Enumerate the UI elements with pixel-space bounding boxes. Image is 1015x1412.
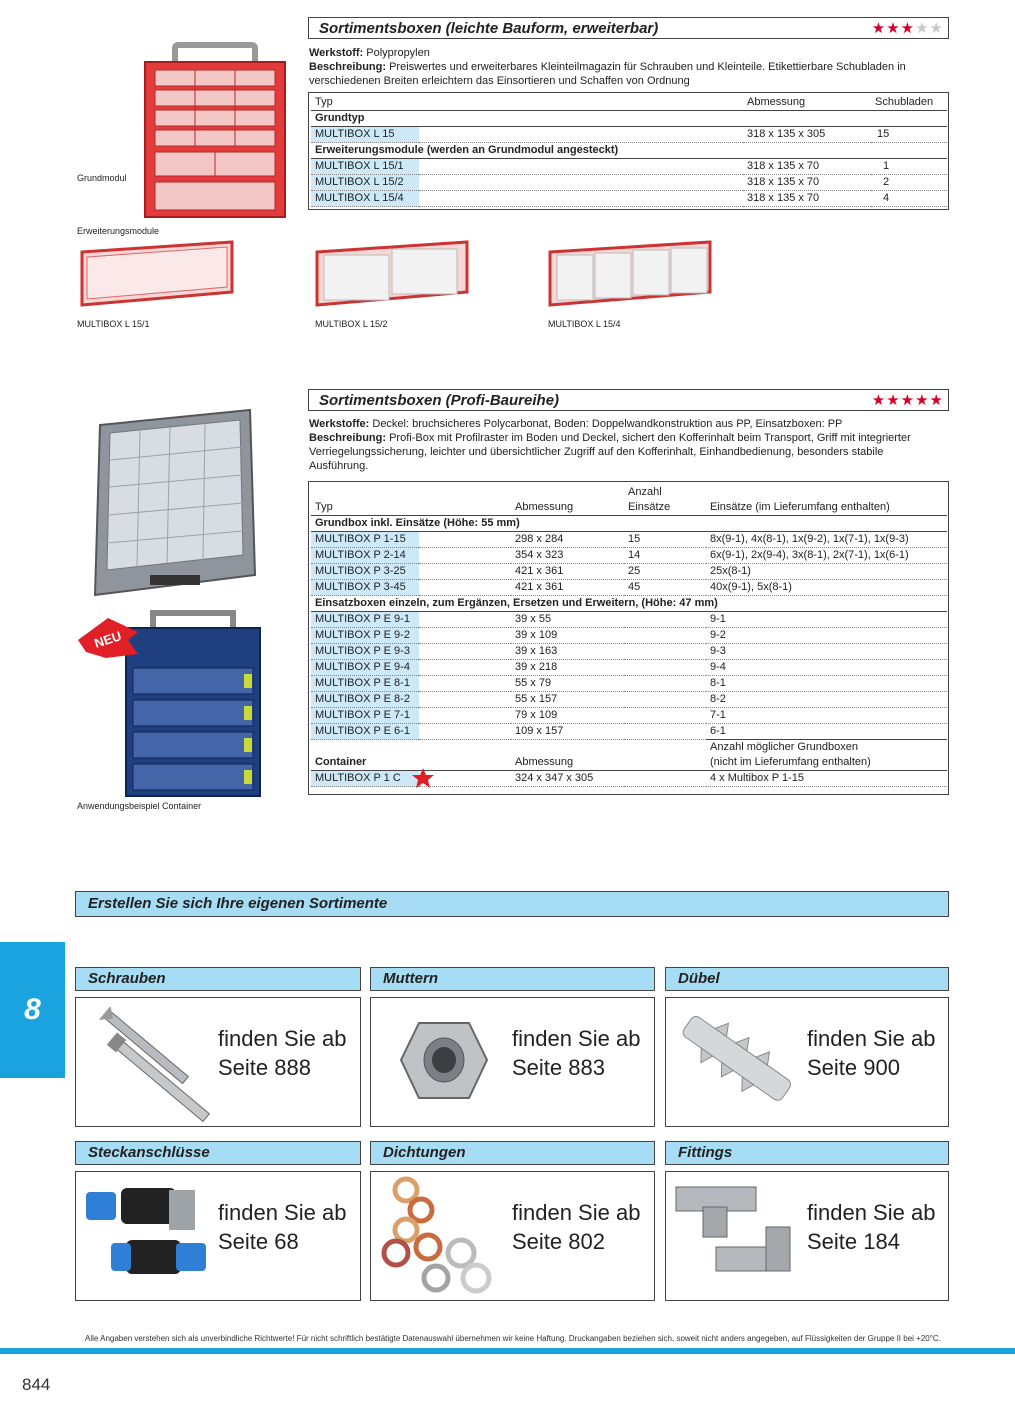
cell-count: 14 — [624, 548, 706, 564]
category-header-muttern: Muttern — [370, 967, 655, 991]
material-text: Deckel: bruchsicheres Polycarbonat, Boden: Doppelwandkonstruktion aus PP, Einsatzboxen: PP — [372, 418, 843, 430]
table-group-row — [311, 111, 947, 127]
table-header-row — [311, 95, 947, 111]
header-drawers: Schubladen — [871, 95, 947, 111]
section1-table — [311, 95, 947, 207]
table-row — [311, 175, 947, 191]
wall-plug-icon — [671, 1003, 811, 1123]
category-text-schrauben — [218, 1024, 346, 1082]
cell-dim: 55 x 79 — [511, 676, 624, 692]
push-in-fitting-icon — [81, 1180, 211, 1300]
category-header-dichtungen: Dichtungen — [370, 1141, 655, 1165]
material-label: Werkstoff: — [309, 47, 364, 59]
header-count-line2: Einsätze — [628, 501, 671, 513]
footer-rule — [0, 1348, 1015, 1354]
table-row — [311, 127, 947, 143]
sortiment-banner: Erstellen Sie sich Ihre eigenen Sortimente — [75, 891, 949, 917]
cell-dim: 79 x 109 — [511, 708, 624, 724]
cell-count: 15 — [624, 532, 706, 548]
multibox-p-image — [85, 405, 265, 610]
category-page-ref: Seite 802 — [512, 1229, 605, 1254]
chapter-tab: 8 — [0, 942, 65, 1078]
table-row — [311, 548, 947, 564]
header-inserts: Einsätze (im Lieferumfang enthalten) — [706, 485, 947, 516]
fitting-icon — [671, 1177, 806, 1302]
description-label: Beschreibung: — [309, 432, 387, 444]
category-page-ref: Seite 900 — [807, 1055, 900, 1080]
category-header-schrauben: Schrauben — [75, 967, 361, 991]
table-group-row — [311, 516, 947, 532]
cell-dim: 318 x 135 x 70 — [743, 159, 871, 175]
page-number: 844 — [22, 1375, 51, 1394]
cell-type: MULTIBOX L 15/4 — [311, 191, 419, 207]
caption-container: Anwendungsbeispiel Container — [77, 801, 202, 811]
cell-dim: 318 x 135 x 70 — [743, 175, 871, 191]
category-line1: finden Sie ab — [512, 1200, 641, 1225]
table-row — [311, 771, 947, 787]
table-row — [311, 644, 947, 660]
material-text: Polypropylen — [366, 47, 430, 59]
category-header-duebel: Dübel — [665, 967, 949, 991]
multibox-l15-4-image — [545, 237, 715, 317]
caption-l15-1: MULTIBOX L 15/1 — [77, 319, 150, 329]
container-count-header — [706, 740, 947, 771]
cell-type: MULTIBOX L 15/2 — [311, 175, 419, 191]
cell-type: MULTIBOX P 1-15 — [311, 532, 419, 548]
header-count-line1: Anzahl — [628, 486, 662, 498]
group-grundtyp: Grundtyp — [311, 111, 947, 127]
table-group-row — [311, 143, 947, 159]
container-header-row — [311, 740, 947, 771]
cell-type: MULTIBOX P E 9-2 — [311, 628, 419, 644]
cell-inserts: 9-2 — [706, 628, 947, 644]
cell-type: MULTIBOX P 3-25 — [311, 564, 419, 580]
cell-type: MULTIBOX P E 9-3 — [311, 644, 419, 660]
cell-inserts: 8x(9-1), 4x(8-1), 1x(9-2), 1x(7-1), 1x(9-3) — [706, 532, 947, 548]
multibox-l15-1-image — [77, 237, 237, 317]
cell-inserts: 7-1 — [706, 708, 947, 724]
table-row — [311, 724, 947, 740]
footnote: Alle Angaben verstehen sich als unverbindliche Richtwerte! Für nicht schriftlich bestätigte Datenauswahl übernehmen wir keine Haftung. Druckangaben beziehen sich, soweit nicht anders angegeben, auf Flüssigkeiten der Gruppe II bei +20°C. — [85, 1334, 941, 1343]
cell-inserts: 6-1 — [706, 724, 947, 740]
section2-description — [309, 417, 937, 473]
category-page-ref: Seite 184 — [807, 1229, 900, 1254]
category-card-schrauben[interactable] — [75, 997, 361, 1127]
container-count-line1: Anzahl möglicher Grundboxen — [710, 741, 858, 753]
rating-stars — [872, 19, 948, 37]
container-dim-header: Abmessung — [511, 740, 624, 771]
cell-inserts: 9-1 — [706, 612, 947, 628]
table-row — [311, 676, 947, 692]
group-erweiterung: Erweiterungsmodule (werden an Grundmodul angesteckt) — [311, 143, 947, 159]
cell-drawers: 15 — [871, 127, 947, 143]
category-card-fittings[interactable] — [665, 1171, 949, 1301]
category-line1: finden Sie ab — [218, 1200, 347, 1225]
category-text-fittings — [807, 1198, 935, 1256]
category-line1: finden Sie ab — [807, 1200, 936, 1225]
section1-description — [309, 46, 949, 88]
cell-inserts: 40x(9-1), 5x(8-1) — [706, 580, 947, 596]
cell-type: MULTIBOX P E 9-4 — [311, 660, 419, 676]
cell-dim: 109 x 157 — [511, 724, 624, 740]
cell-type: MULTIBOX P E 7-1 — [311, 708, 419, 724]
table-header-row — [311, 485, 947, 516]
cell-dim: 39 x 109 — [511, 628, 624, 644]
category-page-ref: Seite 888 — [218, 1055, 311, 1080]
multibox-l15-image — [140, 40, 290, 225]
header-type: Typ — [311, 485, 419, 516]
cell-type: MULTIBOX P E 8-2 — [311, 692, 419, 708]
cell-dim: 39 x 55 — [511, 612, 624, 628]
table-row — [311, 532, 947, 548]
section1-title: Sortimentsboxen (leichte Bauform, erweiterbar) — [319, 19, 659, 37]
cell-inserts: 9-4 — [706, 660, 947, 676]
caption-l15-4: MULTIBOX L 15/4 — [548, 319, 621, 329]
table-group-row — [311, 596, 947, 612]
cell-drawers: 1 — [871, 159, 947, 175]
table-row — [311, 612, 947, 628]
table-row — [311, 159, 947, 175]
table-row — [311, 564, 947, 580]
neu-label: NEU — [92, 628, 124, 651]
table-row — [311, 708, 947, 724]
table-row — [311, 692, 947, 708]
category-text-duebel — [807, 1024, 935, 1082]
cell-inserts: 25x(8-1) — [706, 564, 947, 580]
section2-table — [311, 485, 947, 787]
cell-type: MULTIBOX L 15/1 — [311, 159, 419, 175]
cell-count: 45 — [624, 580, 706, 596]
container-count-line2: (nicht im Lieferumfang enthalten) — [710, 756, 871, 768]
description-label: Beschreibung: — [309, 61, 387, 73]
seal-rings-icon — [376, 1175, 506, 1302]
category-line1: finden Sie ab — [218, 1026, 347, 1051]
description-text: Preiswertes und erweiterbares Kleinteilmagazin für Schrauben und Kleinteile. Etikettierbare Schubladen in verschiedenen Breiten erleichtern das Einsortieren und Schaffen von Ordnung — [309, 61, 906, 87]
cell-count: 25 — [624, 564, 706, 580]
section1-title-bar — [308, 17, 949, 39]
cell-dim: 39 x 218 — [511, 660, 624, 676]
category-card-muttern[interactable] — [370, 997, 655, 1127]
cell-dim: 421 x 361 — [511, 580, 624, 596]
cell-type: MULTIBOX P E 6-1 — [311, 724, 419, 740]
cell-dim: 324 x 347 x 305 — [511, 771, 624, 787]
caption-grundmodul: Grundmodul — [77, 173, 127, 183]
header-count — [624, 485, 706, 516]
rating-stars: ★★★★★ — [871, 392, 944, 409]
category-card-steckanschluesse[interactable] — [75, 1171, 361, 1301]
material-label: Werkstoffe: — [309, 418, 370, 430]
section2-title-bar — [308, 389, 949, 411]
caption-l15-2: MULTIBOX L 15/2 — [315, 319, 388, 329]
container-label: Container — [311, 740, 419, 771]
group-grundbox: Grundbox inkl. Einsätze (Höhe: 55 mm) — [311, 516, 947, 532]
star-rating-filled: ★★★ — [871, 20, 916, 37]
multibox-l15-2-image — [312, 237, 472, 317]
caption-erweiterungsmodule: Erweiterungsmodule — [77, 226, 160, 236]
category-page-ref: Seite 883 — [512, 1055, 605, 1080]
cell-count: 4 x Multibox P 1-15 — [706, 771, 947, 787]
description-text: Profi-Box mit Profilraster im Boden und Deckel, sichert den Kofferinhalt beim Transport, Griff mit integrierter Verriegelungssicherung, leichter und übersichtlicher Zugriff auf den Kofferinhalt, Einhandbedienung, besonders stabile Ausführung. — [309, 432, 911, 472]
category-card-duebel[interactable] — [665, 997, 949, 1127]
category-line1: finden Sie ab — [512, 1026, 641, 1051]
table-row — [311, 191, 947, 207]
neu-badge — [78, 618, 138, 663]
cell-type: MULTIBOX P E 9-1 — [311, 612, 419, 628]
multibox-p-container-image — [118, 608, 268, 803]
table-row — [311, 660, 947, 676]
cell-type: MULTIBOX P 1 C — [311, 771, 419, 787]
new-star-icon — [412, 768, 434, 793]
group-einsatzboxen: Einsatzboxen einzeln, zum Ergänzen, Ersetzen und Erweitern, (Höhe: 47 mm) — [311, 596, 947, 612]
star-rating-empty: ★★ — [915, 20, 944, 37]
cell-inserts: 8-1 — [706, 676, 947, 692]
screw-icon — [81, 1003, 216, 1128]
cell-dim: 318 x 135 x 305 — [743, 127, 871, 143]
category-header-fittings: Fittings — [665, 1141, 949, 1165]
nut-icon — [399, 1018, 489, 1108]
cell-type: MULTIBOX L 15 — [311, 127, 419, 143]
category-text-muttern — [512, 1024, 640, 1082]
cell-type: MULTIBOX P 3-45 — [311, 580, 419, 596]
cell-inserts: 8-2 — [706, 692, 947, 708]
header-type: Typ — [311, 95, 419, 111]
table-row — [311, 628, 947, 644]
category-card-dichtungen[interactable] — [370, 1171, 655, 1301]
cell-dim: 354 x 323 — [511, 548, 624, 564]
cell-inserts: 9-3 — [706, 644, 947, 660]
category-text-dichtungen — [512, 1198, 640, 1256]
cell-dim: 318 x 135 x 70 — [743, 191, 871, 207]
category-page-ref: Seite 68 — [218, 1229, 299, 1254]
table-row — [311, 580, 947, 596]
cell-type: MULTIBOX P E 8-1 — [311, 676, 419, 692]
cell-dim: 39 x 163 — [511, 644, 624, 660]
category-line1: finden Sie ab — [807, 1026, 936, 1051]
section2-title: Sortimentsboxen (Profi-Baureihe) — [319, 391, 560, 409]
cell-type: MULTIBOX P 2-14 — [311, 548, 419, 564]
cell-dim: 421 x 361 — [511, 564, 624, 580]
cell-inserts: 6x(9-1), 2x(9-4), 3x(8-1), 2x(7-1), 1x(6-1) — [706, 548, 947, 564]
cell-dim: 55 x 157 — [511, 692, 624, 708]
header-dim: Abmessung — [743, 95, 871, 111]
cell-dim: 298 x 284 — [511, 532, 624, 548]
cell-drawers: 4 — [871, 191, 947, 207]
cell-drawers: 2 — [871, 175, 947, 191]
header-dim: Abmessung — [511, 485, 624, 516]
category-text-steckanschluesse — [218, 1198, 346, 1256]
category-header-steckanschluesse: Steckanschlüsse — [75, 1141, 361, 1165]
